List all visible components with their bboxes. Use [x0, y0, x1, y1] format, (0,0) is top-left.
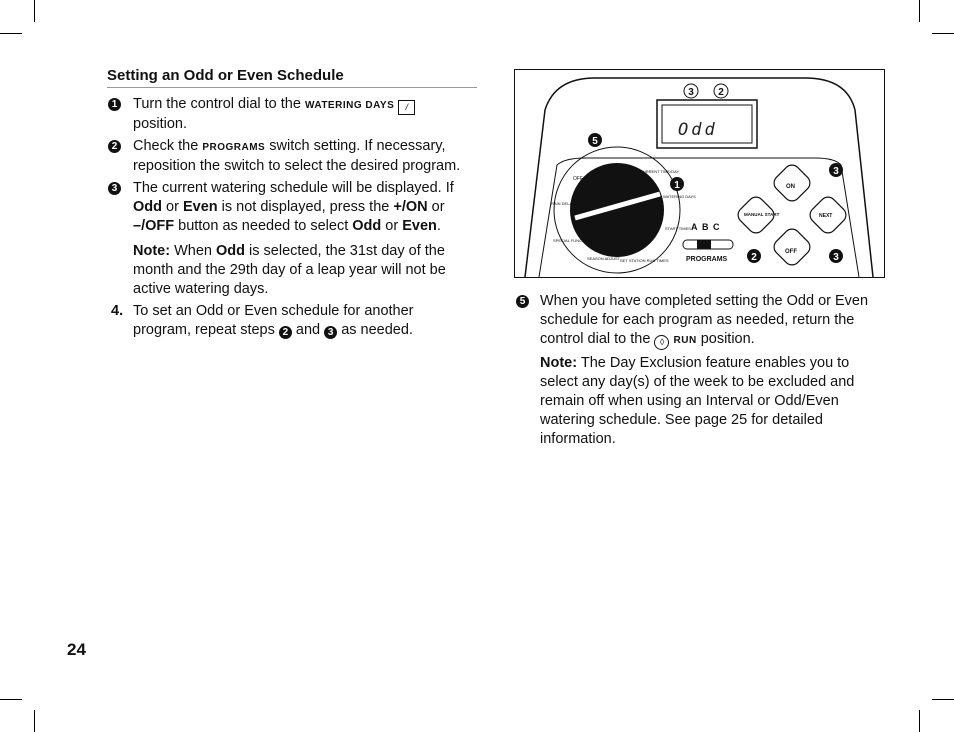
dial-label-season: SEASON ADJUST — [587, 256, 621, 261]
dial-label: WATERING DAYS — [304, 100, 395, 111]
step-number: 2 — [108, 140, 121, 153]
callout: 2 — [718, 87, 724, 98]
crop-mark — [919, 0, 920, 22]
btn-next: NEXT — [819, 213, 833, 219]
display-text: Odd — [678, 120, 718, 140]
crop-mark — [0, 699, 22, 700]
dial-label-special: SPECIAL FUNCTIONS — [553, 238, 595, 243]
switch-label: PROGRAMS — [202, 142, 266, 153]
step-number: 5 — [516, 295, 529, 308]
program-letter-c: C — [713, 222, 720, 232]
text: position. — [133, 116, 188, 132]
controller-illustration — [515, 70, 884, 277]
step-number: 1 — [108, 98, 121, 111]
dial-label-start: START TIMES — [665, 226, 691, 231]
btn-manual: MANUAL START — [744, 212, 780, 217]
step-1-text — [133, 95, 473, 134]
callout: 5 — [592, 136, 598, 147]
step-ref: 3 — [324, 326, 337, 339]
dial-label-time: CURRENT TIME/DAY — [640, 169, 680, 174]
crop-mark — [0, 33, 22, 34]
note-2: Note: The Day Exclusion feature enables you to select any day(s) of the week to be excluded and remain off when using an Interval or Odd/Even watering schedule. See page 25 for detailed information. — [540, 355, 855, 447]
btn-off: OFF — [785, 249, 797, 255]
text: Check the — [133, 138, 199, 154]
dial-label: RUN — [673, 335, 697, 346]
crop-mark — [932, 699, 954, 700]
dial-label-days: WATERING DAYS — [663, 194, 696, 199]
text: switch setting. If necessary, reposition the switch to select the desired program. — [133, 138, 461, 174]
step-2-text — [133, 137, 473, 176]
dial-label-rain: RAIN DELAY — [551, 201, 575, 206]
crop-mark — [34, 710, 35, 732]
step-4-text: To set an Odd or Even schedule for another program, repeat steps 2 and 3 as needed. — [133, 303, 414, 338]
run-icon: ◊ — [654, 335, 669, 350]
callout: 3 — [688, 87, 694, 98]
dial-label-off: OFF — [573, 176, 583, 182]
controller-diagram — [514, 69, 885, 278]
step-3-text: The current watering schedule will be displayed. If Odd or Even is not displayed, press the +/ON or –/OFF button as needed to select Odd or Even. — [133, 180, 454, 234]
program-letter-a: A — [691, 222, 698, 232]
watering-days-icon: / — [398, 100, 415, 115]
step-number: 3 — [108, 182, 121, 195]
btn-on: ON — [786, 184, 795, 190]
page-number: 24 — [67, 640, 86, 659]
section-heading: Setting an Odd or Even Schedule — [107, 67, 477, 88]
callout: 2 — [751, 252, 757, 263]
program-letter-b: B — [702, 222, 709, 232]
callout: 3 — [833, 166, 839, 177]
text: Turn the control dial to the — [133, 96, 301, 112]
dial-label-run: RUN — [603, 166, 614, 172]
step-5-text: When you have completed setting the Odd or Even schedule for each program as needed, return the control dial to the ◊ RUN position. — [540, 292, 880, 350]
callout: 1 — [674, 180, 680, 191]
crop-mark — [34, 0, 35, 22]
crop-mark — [919, 710, 920, 732]
step-4-number: 4. — [111, 303, 124, 319]
callout: 3 — [833, 252, 839, 263]
crop-mark — [932, 33, 954, 34]
dial-label-runtimes: SET STATION RUN TIMES — [620, 258, 669, 263]
programs-label: PROGRAMS — [686, 256, 728, 263]
note-1: Note: When Odd is selected, the 31st day of the month and the 29th day of a leap year will not be active watering days. — [133, 243, 446, 297]
step-ref: 2 — [279, 326, 292, 339]
